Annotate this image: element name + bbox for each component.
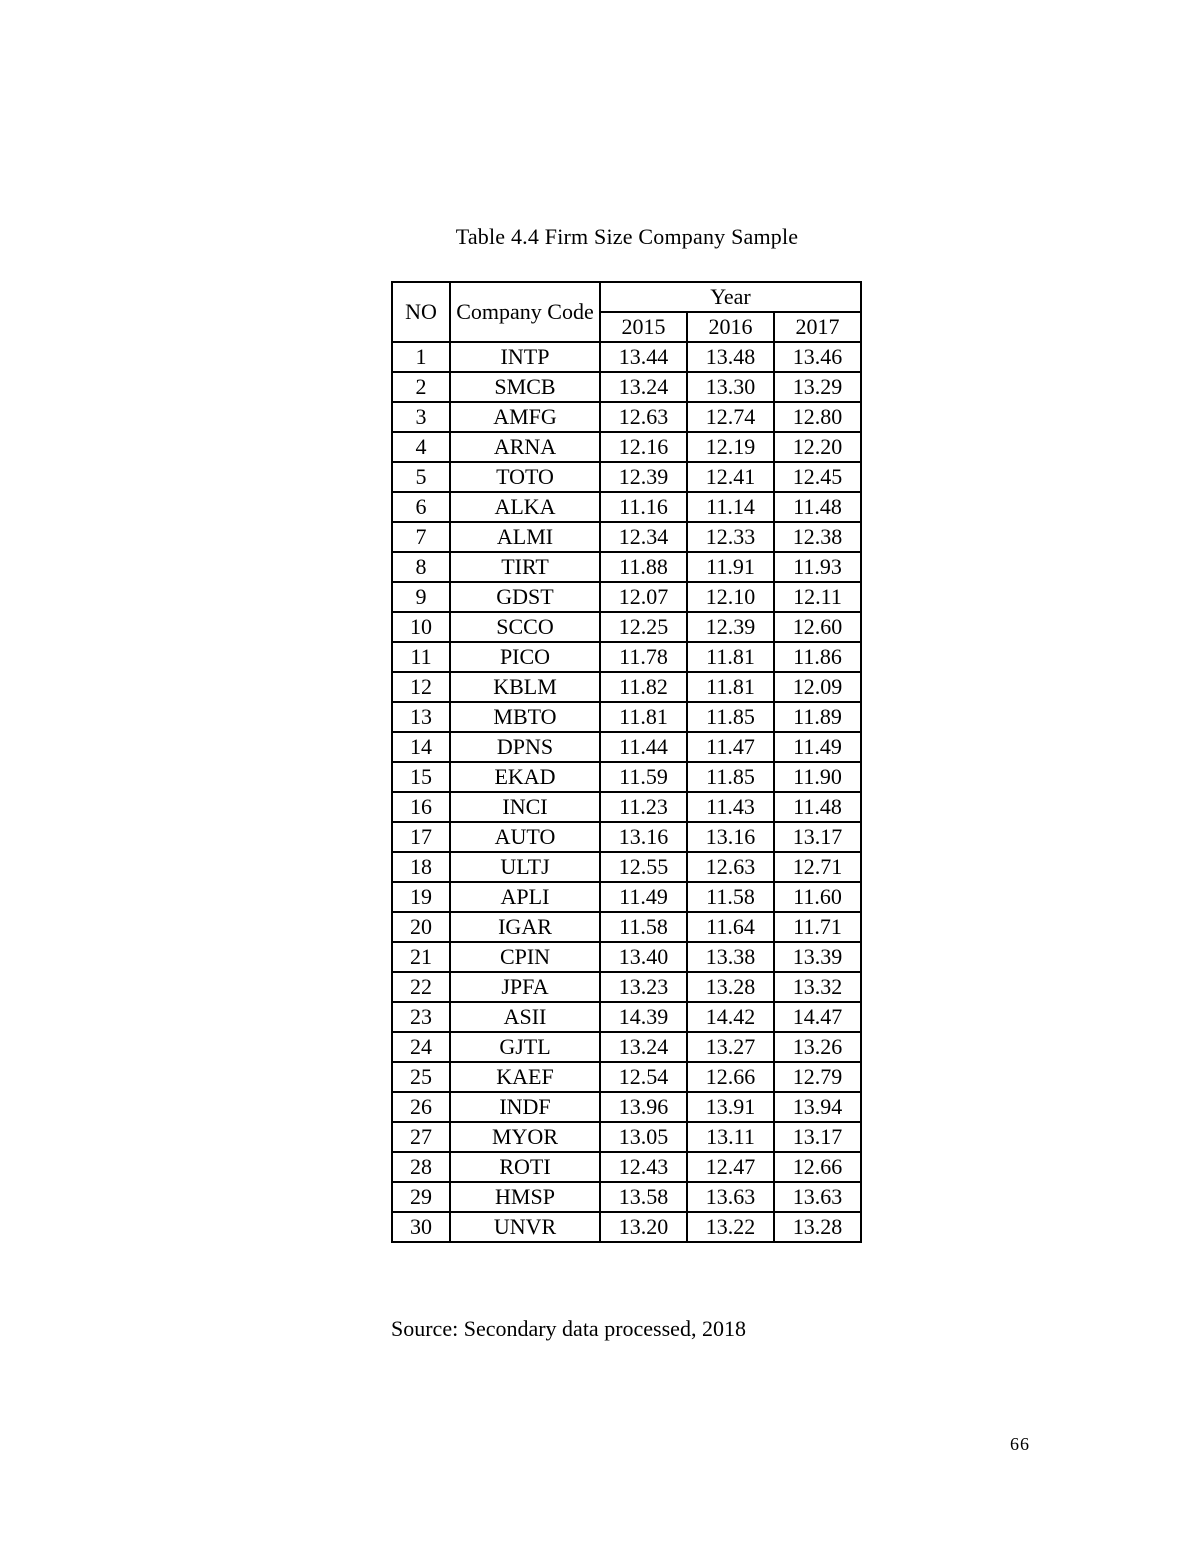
cell-company-code: TOTO: [450, 462, 600, 492]
cell-no: 9: [392, 582, 450, 612]
cell-no: 19: [392, 882, 450, 912]
table-row: [392, 672, 861, 702]
cell-no: 11: [392, 642, 450, 672]
cell-company-code: GDST: [450, 582, 600, 612]
cell-no: 12: [392, 672, 450, 702]
header-year: Year: [600, 282, 861, 312]
cell-value-2015: 12.54: [600, 1062, 687, 1092]
cell-value-2017: 12.20: [774, 432, 861, 462]
table-row: [392, 972, 861, 1002]
header-year-2015: 2015: [600, 312, 687, 342]
cell-company-code: MBTO: [450, 702, 600, 732]
table-row: [392, 1182, 861, 1212]
table-row: [392, 1212, 861, 1242]
cell-value-2016: 13.48: [687, 342, 774, 372]
cell-value-2017: 12.60: [774, 612, 861, 642]
cell-value-2017: 13.46: [774, 342, 861, 372]
table-row: [392, 762, 861, 792]
table-row: [392, 1152, 861, 1182]
cell-value-2015: 13.24: [600, 1032, 687, 1062]
cell-value-2016: 11.43: [687, 792, 774, 822]
cell-value-2016: 12.74: [687, 402, 774, 432]
cell-value-2015: 12.16: [600, 432, 687, 462]
table-caption: Table 4.4 Firm Size Company Sample: [455, 224, 799, 249]
cell-no: 25: [392, 1062, 450, 1092]
cell-value-2016: 13.63: [687, 1182, 774, 1212]
cell-value-2015: 12.34: [600, 522, 687, 552]
cell-no: 6: [392, 492, 450, 522]
cell-value-2015: 11.58: [600, 912, 687, 942]
cell-value-2016: 12.19: [687, 432, 774, 462]
cell-value-2017: 13.17: [774, 822, 861, 852]
cell-value-2015: 12.63: [600, 402, 687, 432]
table-row: [392, 522, 861, 552]
cell-no: 20: [392, 912, 450, 942]
table-row: [392, 792, 861, 822]
table-row: [392, 1002, 861, 1032]
cell-value-2015: 11.82: [600, 672, 687, 702]
cell-value-2017: 13.94: [774, 1092, 861, 1122]
cell-no: 28: [392, 1152, 450, 1182]
cell-company-code: EKAD: [450, 762, 600, 792]
cell-value-2017: 11.86: [774, 642, 861, 672]
cell-value-2016: 13.30: [687, 372, 774, 402]
cell-value-2017: 12.66: [774, 1152, 861, 1182]
cell-company-code: KBLM: [450, 672, 600, 702]
cell-company-code: INCI: [450, 792, 600, 822]
cell-value-2017: 11.60: [774, 882, 861, 912]
cell-value-2016: 11.64: [687, 912, 774, 942]
cell-no: 29: [392, 1182, 450, 1212]
cell-no: 15: [392, 762, 450, 792]
cell-value-2017: 13.63: [774, 1182, 861, 1212]
table-row: [392, 912, 861, 942]
cell-company-code: ASII: [450, 1002, 600, 1032]
cell-value-2016: 11.81: [687, 642, 774, 672]
cell-value-2016: 11.81: [687, 672, 774, 702]
cell-value-2017: 11.48: [774, 792, 861, 822]
cell-value-2015: 11.44: [600, 732, 687, 762]
cell-value-2016: 11.47: [687, 732, 774, 762]
cell-value-2015: 11.59: [600, 762, 687, 792]
cell-value-2016: 11.14: [687, 492, 774, 522]
cell-value-2015: 13.58: [600, 1182, 687, 1212]
cell-no: 21: [392, 942, 450, 972]
table-row: [392, 732, 861, 762]
cell-company-code: ULTJ: [450, 852, 600, 882]
cell-value-2015: 11.49: [600, 882, 687, 912]
table-row: [392, 882, 861, 912]
cell-value-2015: 14.39: [600, 1002, 687, 1032]
cell-value-2016: 13.91: [687, 1092, 774, 1122]
table-row: [392, 492, 861, 522]
cell-value-2017: 13.28: [774, 1212, 861, 1242]
cell-company-code: TIRT: [450, 552, 600, 582]
cell-value-2016: 11.58: [687, 882, 774, 912]
cell-value-2016: 11.85: [687, 762, 774, 792]
cell-value-2017: 11.48: [774, 492, 861, 522]
cell-company-code: AUTO: [450, 822, 600, 852]
cell-company-code: GJTL: [450, 1032, 600, 1062]
table-row: [392, 1092, 861, 1122]
cell-value-2016: 12.66: [687, 1062, 774, 1092]
cell-value-2015: 11.78: [600, 642, 687, 672]
cell-value-2015: 13.23: [600, 972, 687, 1002]
cell-no: 7: [392, 522, 450, 552]
cell-value-2015: 12.07: [600, 582, 687, 612]
header-year-2017: 2017: [774, 312, 861, 342]
cell-value-2015: 13.05: [600, 1122, 687, 1152]
cell-value-2015: 13.20: [600, 1212, 687, 1242]
cell-no: 4: [392, 432, 450, 462]
cell-value-2016: 13.28: [687, 972, 774, 1002]
cell-company-code: IGAR: [450, 912, 600, 942]
cell-value-2017: 12.38: [774, 522, 861, 552]
cell-company-code: INTP: [450, 342, 600, 372]
cell-no: 16: [392, 792, 450, 822]
cell-value-2017: 13.39: [774, 942, 861, 972]
table-row: [392, 822, 861, 852]
cell-value-2015: 11.23: [600, 792, 687, 822]
cell-no: 22: [392, 972, 450, 1002]
cell-value-2016: 12.41: [687, 462, 774, 492]
table-row: [392, 402, 861, 432]
cell-value-2015: 11.81: [600, 702, 687, 732]
source-note: Source: Secondary data processed, 2018: [391, 1316, 746, 1341]
cell-value-2016: 12.63: [687, 852, 774, 882]
cell-value-2016: 12.33: [687, 522, 774, 552]
cell-value-2016: 13.11: [687, 1122, 774, 1152]
cell-no: 24: [392, 1032, 450, 1062]
table-row: [392, 342, 861, 372]
cell-no: 5: [392, 462, 450, 492]
table-row: [392, 1062, 861, 1092]
cell-value-2016: 12.10: [687, 582, 774, 612]
cell-value-2017: 11.89: [774, 702, 861, 732]
cell-value-2016: 13.22: [687, 1212, 774, 1242]
cell-no: 2: [392, 372, 450, 402]
cell-value-2017: 12.45: [774, 462, 861, 492]
cell-company-code: APLI: [450, 882, 600, 912]
cell-company-code: HMSP: [450, 1182, 600, 1212]
cell-value-2015: 13.16: [600, 822, 687, 852]
cell-value-2015: 12.25: [600, 612, 687, 642]
table-row: [392, 852, 861, 882]
table-row: [392, 372, 861, 402]
cell-company-code: PICO: [450, 642, 600, 672]
table-row: [392, 582, 861, 612]
table-body: [392, 342, 861, 1242]
table-row: [392, 942, 861, 972]
cell-value-2015: 13.96: [600, 1092, 687, 1122]
table-row: [392, 1122, 861, 1152]
cell-value-2017: 12.11: [774, 582, 861, 612]
cell-value-2015: 13.24: [600, 372, 687, 402]
cell-no: 8: [392, 552, 450, 582]
cell-value-2016: 11.91: [687, 552, 774, 582]
cell-value-2017: 12.09: [774, 672, 861, 702]
cell-company-code: JPFA: [450, 972, 600, 1002]
cell-no: 14: [392, 732, 450, 762]
page-number: 66: [1010, 1434, 1030, 1454]
cell-value-2017: 13.26: [774, 1032, 861, 1062]
cell-value-2016: 14.42: [687, 1002, 774, 1032]
cell-value-2017: 13.17: [774, 1122, 861, 1152]
cell-value-2015: 12.55: [600, 852, 687, 882]
cell-value-2015: 11.16: [600, 492, 687, 522]
table-row: [392, 462, 861, 492]
cell-company-code: ARNA: [450, 432, 600, 462]
cell-company-code: DPNS: [450, 732, 600, 762]
cell-value-2017: 11.90: [774, 762, 861, 792]
cell-value-2016: 12.39: [687, 612, 774, 642]
cell-value-2016: 13.27: [687, 1032, 774, 1062]
cell-company-code: SCCO: [450, 612, 600, 642]
cell-company-code: ALMI: [450, 522, 600, 552]
firm-size-table: [391, 281, 862, 1243]
cell-company-code: AMFG: [450, 402, 600, 432]
cell-value-2017: 12.79: [774, 1062, 861, 1092]
cell-no: 27: [392, 1122, 450, 1152]
header-no: NO: [392, 282, 450, 342]
cell-value-2017: 13.29: [774, 372, 861, 402]
table-row: [392, 432, 861, 462]
cell-value-2017: 14.47: [774, 1002, 861, 1032]
cell-company-code: SMCB: [450, 372, 600, 402]
cell-no: 18: [392, 852, 450, 882]
table-row: [392, 612, 861, 642]
cell-value-2015: 12.43: [600, 1152, 687, 1182]
table-row: [392, 702, 861, 732]
cell-value-2017: 12.80: [774, 402, 861, 432]
cell-company-code: CPIN: [450, 942, 600, 972]
cell-value-2017: 13.32: [774, 972, 861, 1002]
cell-company-code: UNVR: [450, 1212, 600, 1242]
cell-value-2016: 13.16: [687, 822, 774, 852]
cell-value-2017: 11.49: [774, 732, 861, 762]
cell-value-2015: 12.39: [600, 462, 687, 492]
table-row: [392, 1032, 861, 1062]
cell-no: 23: [392, 1002, 450, 1032]
cell-value-2017: 11.93: [774, 552, 861, 582]
cell-company-code: ALKA: [450, 492, 600, 522]
cell-no: 26: [392, 1092, 450, 1122]
cell-value-2017: 11.71: [774, 912, 861, 942]
cell-value-2016: 13.38: [687, 942, 774, 972]
cell-value-2017: 12.71: [774, 852, 861, 882]
table-header: [392, 282, 861, 342]
header-company-code: Company Code: [450, 282, 600, 342]
cell-no: 3: [392, 402, 450, 432]
cell-no: 13: [392, 702, 450, 732]
cell-value-2015: 13.40: [600, 942, 687, 972]
cell-value-2015: 11.88: [600, 552, 687, 582]
cell-no: 1: [392, 342, 450, 372]
header-year-2016: 2016: [687, 312, 774, 342]
cell-value-2016: 11.85: [687, 702, 774, 732]
cell-value-2016: 12.47: [687, 1152, 774, 1182]
table-row: [392, 552, 861, 582]
cell-no: 10: [392, 612, 450, 642]
cell-no: 17: [392, 822, 450, 852]
cell-company-code: KAEF: [450, 1062, 600, 1092]
table-row: [392, 642, 861, 672]
cell-value-2015: 13.44: [600, 342, 687, 372]
cell-company-code: INDF: [450, 1092, 600, 1122]
cell-company-code: ROTI: [450, 1152, 600, 1182]
cell-company-code: MYOR: [450, 1122, 600, 1152]
cell-no: 30: [392, 1212, 450, 1242]
